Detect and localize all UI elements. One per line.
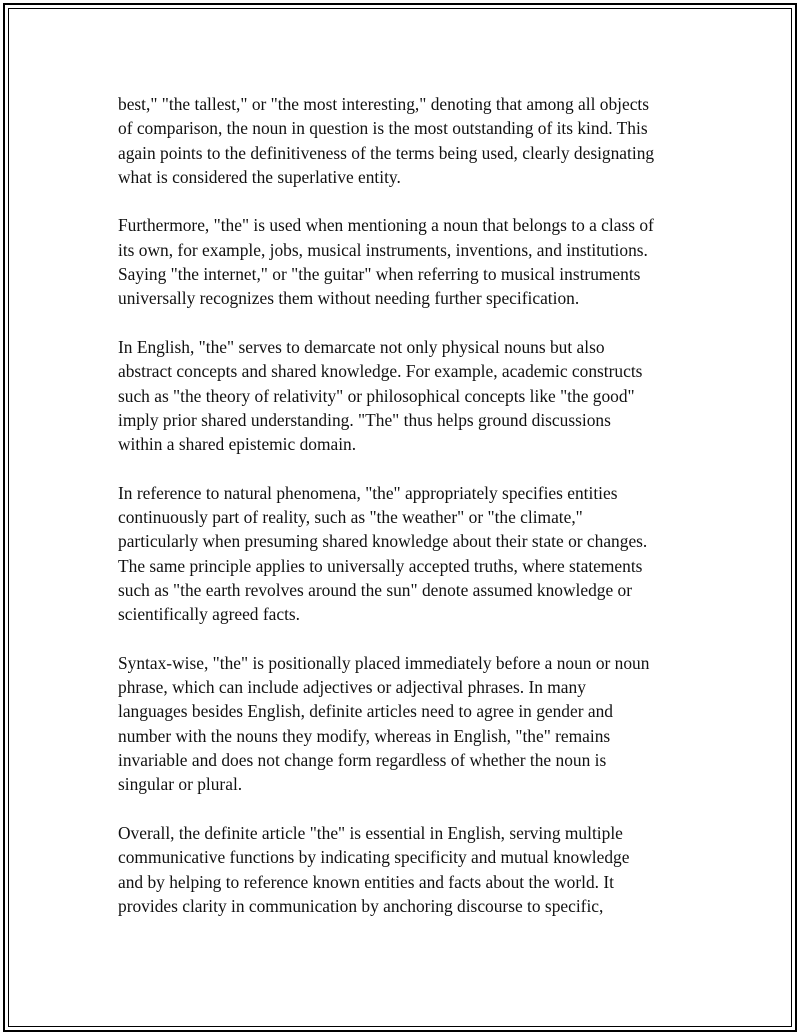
paragraph-syntax [118, 651, 698, 797]
paragraph-abstract-concepts [118, 335, 698, 456]
text-line: invariable and does not change form regardless of whether the noun is [118, 750, 607, 771]
paragraph-superlatives [118, 92, 698, 189]
text-line: number with the nouns they modify, whereas in English, "the" remains [118, 725, 611, 746]
text-line: communicative functions by indicating specificity and mutual knowledge [118, 847, 630, 868]
paragraph-class-nouns [118, 213, 698, 310]
text-line: languages besides English, definite articles need to agree in gender and [118, 701, 613, 722]
text-line: continuously part of reality, such as "the weather" or "the climate," [118, 507, 583, 528]
text-line: within a shared epistemic domain. [118, 434, 357, 455]
paragraph-natural-phenomena [118, 481, 698, 627]
text-line: Overall, the definite article "the" is essential in English, serving multiple [118, 822, 623, 843]
text-line: The same principle applies to universally accepted truths, where statements [118, 555, 643, 576]
text-line: and by helping to reference known entities and facts about the world. It [118, 871, 614, 892]
text-line: its own, for example, jobs, musical instruments, inventions, and institutions. [118, 239, 648, 260]
text-line: such as "the earth revolves around the sun" denote assumed knowledge or [118, 579, 633, 600]
text-line: provides clarity in communication by anchoring discourse to specific, [118, 895, 604, 916]
text-line: of comparison, the noun in question is the most outstanding of its kind. This [118, 118, 648, 139]
text-line: Saying "the internet," or "the guitar" when referring to musical instruments [118, 264, 641, 285]
paragraph-overall [118, 821, 698, 918]
text-line: imply prior shared understanding. "The" thus helps ground discussions [118, 409, 611, 430]
text-line: particularly when presuming shared knowledge about their state or changes. [118, 531, 648, 552]
text-line: best," "the tallest," or "the most interesting," denoting that among all objects [118, 94, 650, 114]
document-body [118, 92, 698, 918]
text-line: such as "the theory of relativity" or philosophical concepts like "the good" [118, 385, 635, 406]
text-line: singular or plural. [118, 774, 243, 795]
text-line: phrase, which can include adjectives or adjectival phrases. In many [118, 677, 586, 698]
text-line: abstract concepts and shared knowledge. For example, academic constructs [118, 361, 643, 382]
text-line: Syntax-wise, "the" is positionally placed immediately before a noun or noun [118, 652, 650, 673]
text-line: again points to the definitiveness of the terms being used, clearly designating [118, 142, 655, 163]
text-line: universally recognizes them without needing further specification. [118, 288, 580, 309]
text-line: Furthermore, "the" is used when mentioning a noun that belongs to a class of [118, 215, 654, 236]
text-line: scientifically agreed facts. [118, 604, 301, 625]
text-line: In reference to natural phenomena, "the" appropriately specifies entities [118, 482, 618, 503]
text-line: what is considered the superlative entity. [118, 166, 401, 187]
text-line: In English, "the" serves to demarcate not only physical nouns but also [118, 336, 605, 357]
